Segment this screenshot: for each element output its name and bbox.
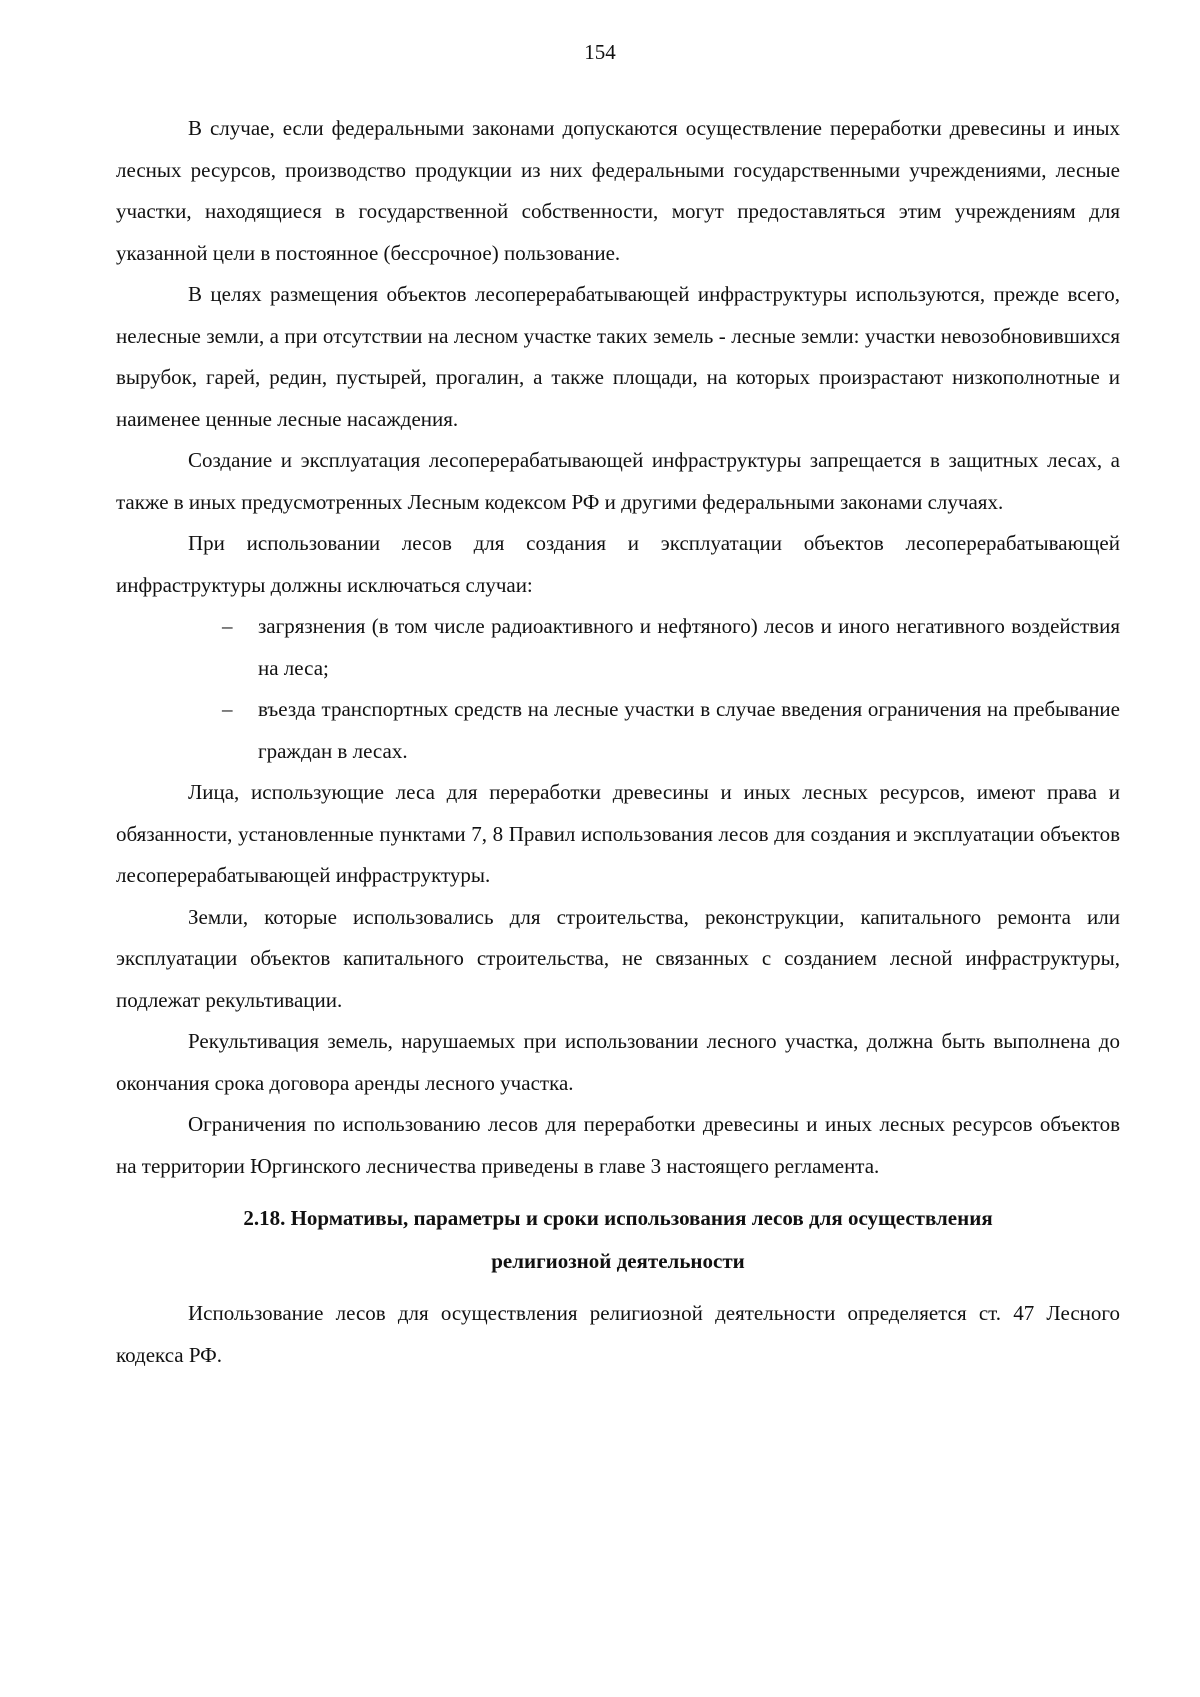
paragraph: Использование лесов для осуществления религиозной деятельности определяется ст. 47 Лесного кодекса РФ. — [116, 1301, 1120, 1367]
paragraph: В целях размещения объектов лесоперерабатывающей инфраструктуры используются, прежде всего, нелесные земли, а при отсутствии на лесном участке таких земель - лесные земли: участки невозобновившихся вырубок, гарей, редин, пустырей, прогалин, а также площади, на которых произрастают низкополнотные и наименее ценные лесные насаждения. — [116, 282, 1120, 431]
page-number: 154 — [584, 40, 616, 64]
list-item — [222, 689, 1120, 772]
list-dash: – — [222, 697, 233, 721]
list-item-text: въезда транспортных средств на лесные участки в случае введения ограничения на пребывание граждан в лесах. — [258, 697, 1120, 763]
document-body — [116, 108, 1120, 1376]
section-heading: 2.18. Нормативы, параметры и сроки использования лесов для осуществления религиозной деятельности — [243, 1206, 993, 1273]
paragraph: Создание и эксплуатация лесоперерабатывающей инфраструктуры запрещается в защитных лесах, а также в иных предусмотренных Лесным кодексом РФ и другими федеральными законами случаях. — [116, 448, 1120, 514]
paragraph: Рекультивация земель, нарушаемых при использовании лесного участка, должна быть выполнена до окончания срока договора аренды лесного участка. — [116, 1029, 1120, 1095]
list-item-text: загрязнения (в том числе радиоактивного и нефтяного) лесов и иного негативного воздействия на леса; — [258, 614, 1120, 680]
list-dash: – — [222, 614, 233, 638]
paragraph: В случае, если федеральными законами допускаются осуществление переработки древесины и иных лесных ресурсов, производство продукции из них федеральными государственными учреждениями, лесные участки, находящиеся в государственной собственности, могут предоставляться этим учреждениям для указанной цели в постоянное (бессрочное) пользование. — [116, 116, 1120, 265]
list-item — [222, 606, 1120, 689]
paragraph: Ограничения по использованию лесов для переработки древесины и иных лесных ресурсов объектов на территории Юргинского лесничества приведены в главе 3 настоящего регламента. — [116, 1112, 1120, 1178]
paragraph: Земли, которые использовались для строительства, реконструкции, капитального ремонта или эксплуатации объектов капитального строительства, не связанных с созданием лесной инфраструктуры, подлежат рекультивации. — [116, 904, 1120, 1012]
paragraph: При использовании лесов для создания и эксплуатации объектов лесоперерабатывающей инфраструктуры должны исключаться случаи: — [116, 531, 1120, 597]
paragraph: Лица, использующие леса для переработки древесины и иных лесных ресурсов, имеют права и обязанности, установленные пунктами 7, 8 Правил использования лесов для создания и эксплуатации объектов лесоперерабатывающей инфраструктуры. — [116, 780, 1120, 887]
bullet-list — [116, 606, 1120, 772]
